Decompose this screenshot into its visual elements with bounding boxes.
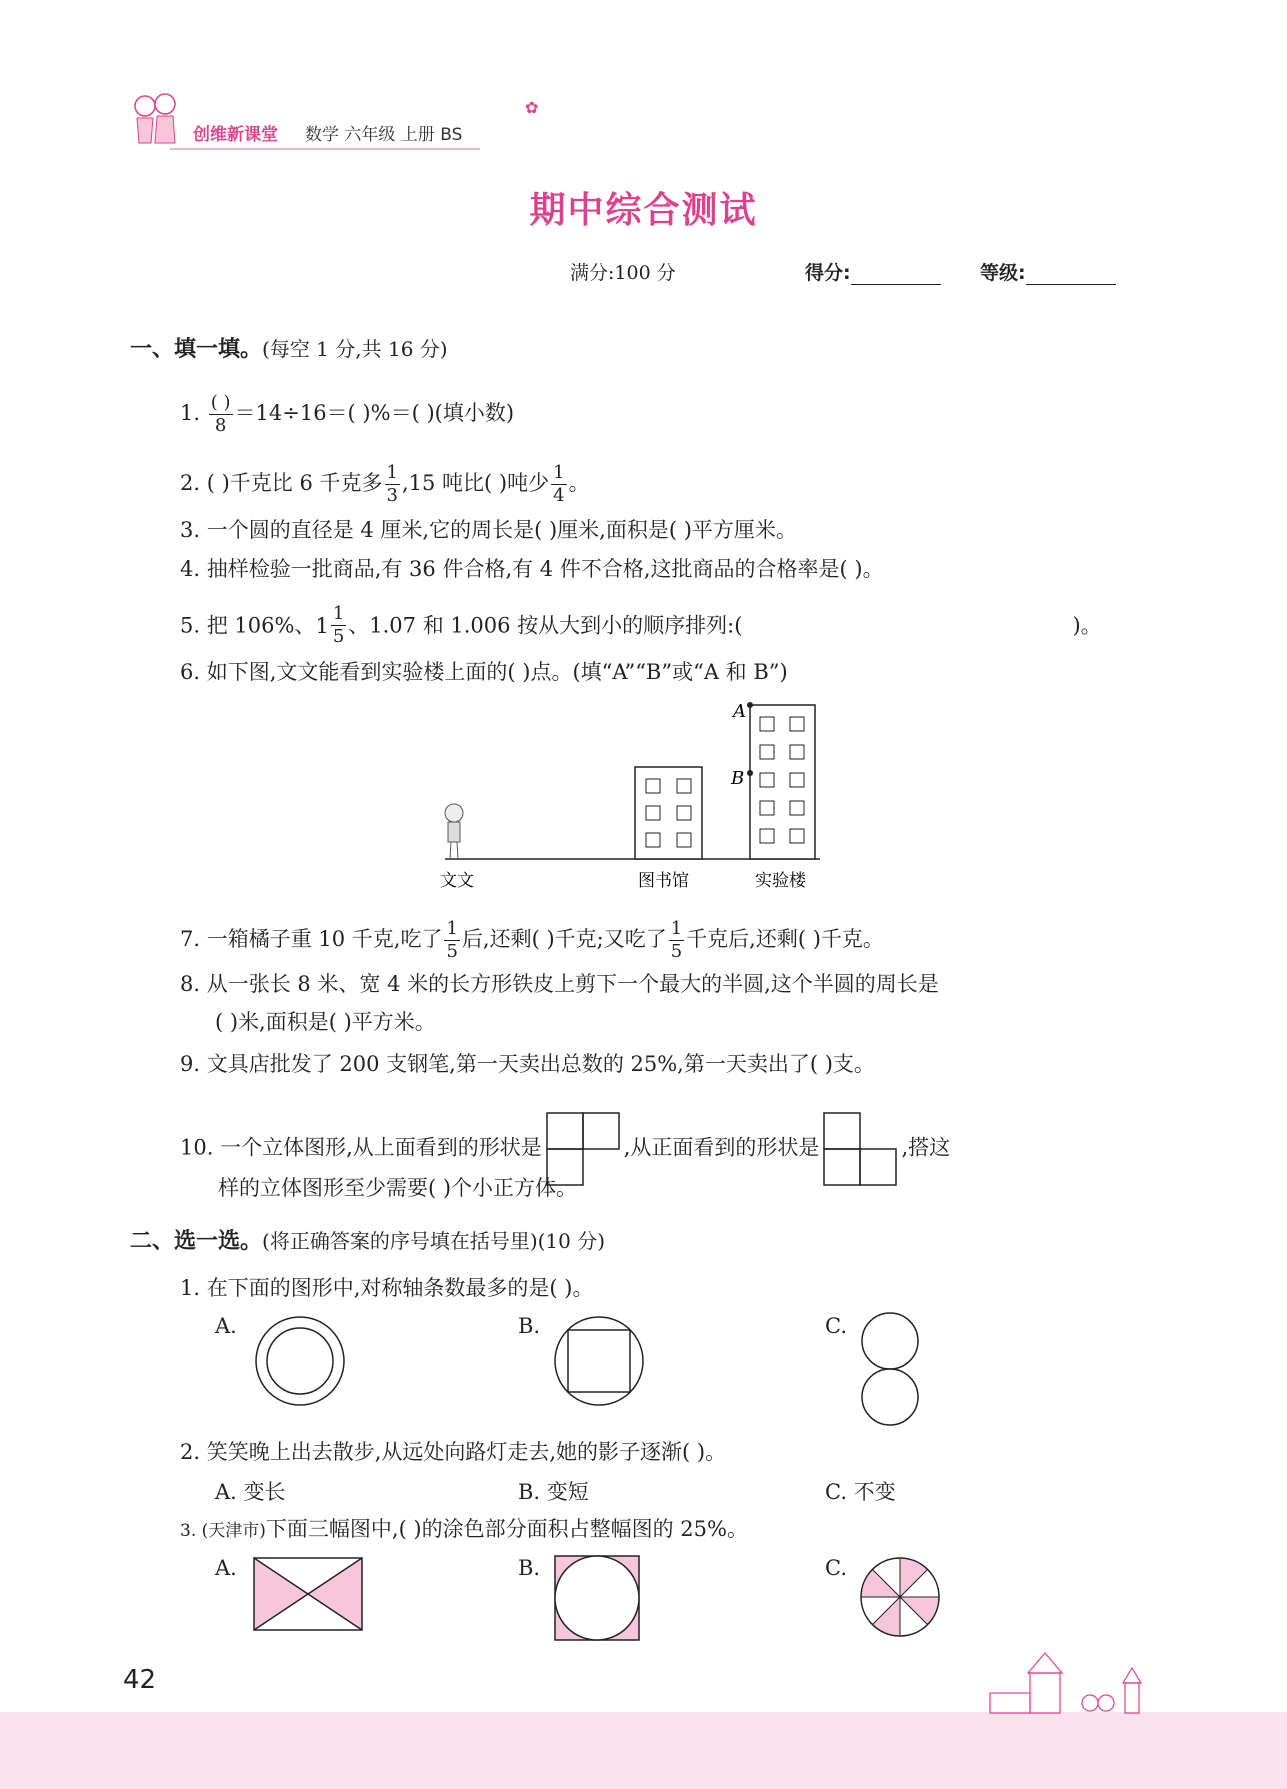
c1-opt-b: B. [518, 1314, 541, 1338]
c2: 2. 笑笑晚上出去散步,从远处向路灯走去,她的影子逐渐( )。 [180, 1440, 727, 1464]
book-info: 数学 六年级 上册 BS [305, 125, 463, 145]
c3-opt-b: B. [518, 1556, 541, 1580]
label-lab: 实验楼 [755, 871, 806, 891]
butterfly-icon: ✿ [525, 98, 539, 117]
c3-opt-a: A. [215, 1556, 237, 1580]
ring-shape [252, 1313, 348, 1409]
c2-opt-a: A. 变长 [215, 1480, 286, 1504]
q8-line2: ( )米,面积是( )平方米。 [215, 1010, 436, 1034]
front-view-shape [823, 1112, 897, 1186]
c1-opt-a: A. [215, 1314, 237, 1338]
c3: 3. (天津市)下面三幅图中,( )的涂色部分面积占整幅图的 25%。 [180, 1517, 748, 1541]
page-title: 期中综合测试 [529, 190, 758, 231]
level-field: 等级: [980, 258, 1116, 285]
person-wenwen [445, 804, 463, 859]
q9: 9. 文具店批发了 200 支钢笔,第一天卖出总数的 25%,第一天卖出了( )支。 [180, 1052, 875, 1076]
q3: 3. 一个圆的直径是 4 厘米,它的周长是( )厘米,面积是( )平方厘米。 [180, 518, 797, 542]
q6-figure [430, 695, 830, 895]
label-b: B [731, 768, 745, 789]
square-circle-shaded-shape [553, 1554, 641, 1642]
c1-opt-c: C. [825, 1314, 847, 1338]
q8-line1: 8. 从一张长 8 米、宽 4 米的长方形铁皮上剪下一个最大的半圆,这个半圆的周长是 [180, 972, 939, 996]
header-divider [170, 148, 480, 150]
full-score: 满分:100 分 [570, 262, 676, 284]
page-number: 42 [123, 1665, 157, 1695]
c1: 1. 在下面的图形中,对称轴条数最多的是( )。 [180, 1276, 594, 1300]
brand-name: 创维新课堂 [193, 125, 278, 145]
q6: 6. 如下图,文文能看到实验楼上面的( )点。(填“A”“B”或“A 和 B”) [180, 660, 788, 684]
c3-opt-c: C. [825, 1556, 847, 1580]
section1-heading: 一、填一填。(每空 1 分,共 16 分) [130, 337, 448, 362]
q4: 4. 抽样检验一批商品,有 36 件合格,有 4 件不合格,这批商品的合格率是( )。 [180, 557, 884, 581]
label-a: A [733, 701, 746, 722]
pie-eighths-shape [858, 1555, 942, 1639]
label-library: 图书馆 [638, 871, 689, 891]
circle-square-shape [551, 1313, 647, 1409]
rect-diagonals-shape [252, 1556, 364, 1632]
q2: 2. ( )千克比 6 千克多 $\frac{1}{3}$ ,15 吨比( )吨少 $\frac{1}{4}$ 。 [180, 462, 590, 506]
q1-fraction: $\frac{( )}{8}$ [210, 392, 231, 436]
c2-opt-c: C. 不变 [825, 1480, 896, 1504]
castle-decoration-icon [890, 1648, 1170, 1718]
score-field: 得分: [805, 258, 941, 285]
label-person: 文文 [440, 871, 474, 891]
two-circles-shape [858, 1310, 922, 1428]
point-b [747, 770, 753, 776]
q10-line1: 10. 一个立体图形,从上面看到的形状是 ,从正面看到的形状是 ,搭这 [180, 1112, 950, 1186]
section2-heading: 二、选一选。(将正确答案的序号填在括号里)(10 分) [130, 1229, 606, 1254]
q5: 5. 把 106%、 1 $\frac{1}{5}$ 、1.07 和 1.006 按从大到小的顺序排列:( )。 [180, 603, 1102, 647]
q1: 1. $\frac{( )}{8}$ ＝14÷16＝( )%＝( )(填小数) [180, 392, 515, 436]
footer-band [0, 1712, 1287, 1789]
point-a [747, 702, 753, 708]
q10-line2: 样的立体图形至少需要( )个小正方体。 [218, 1176, 578, 1200]
q7: 7. 一箱橘子重 10 千克,吃了 $\frac{1}{5}$ 后,还剩( )千克;又吃了 $\frac{1}{5}$ 千克后,还剩( )千克。 [180, 918, 884, 962]
c2-opt-b: B. 变短 [518, 1480, 589, 1504]
cartoon-kids-logo [125, 88, 185, 156]
